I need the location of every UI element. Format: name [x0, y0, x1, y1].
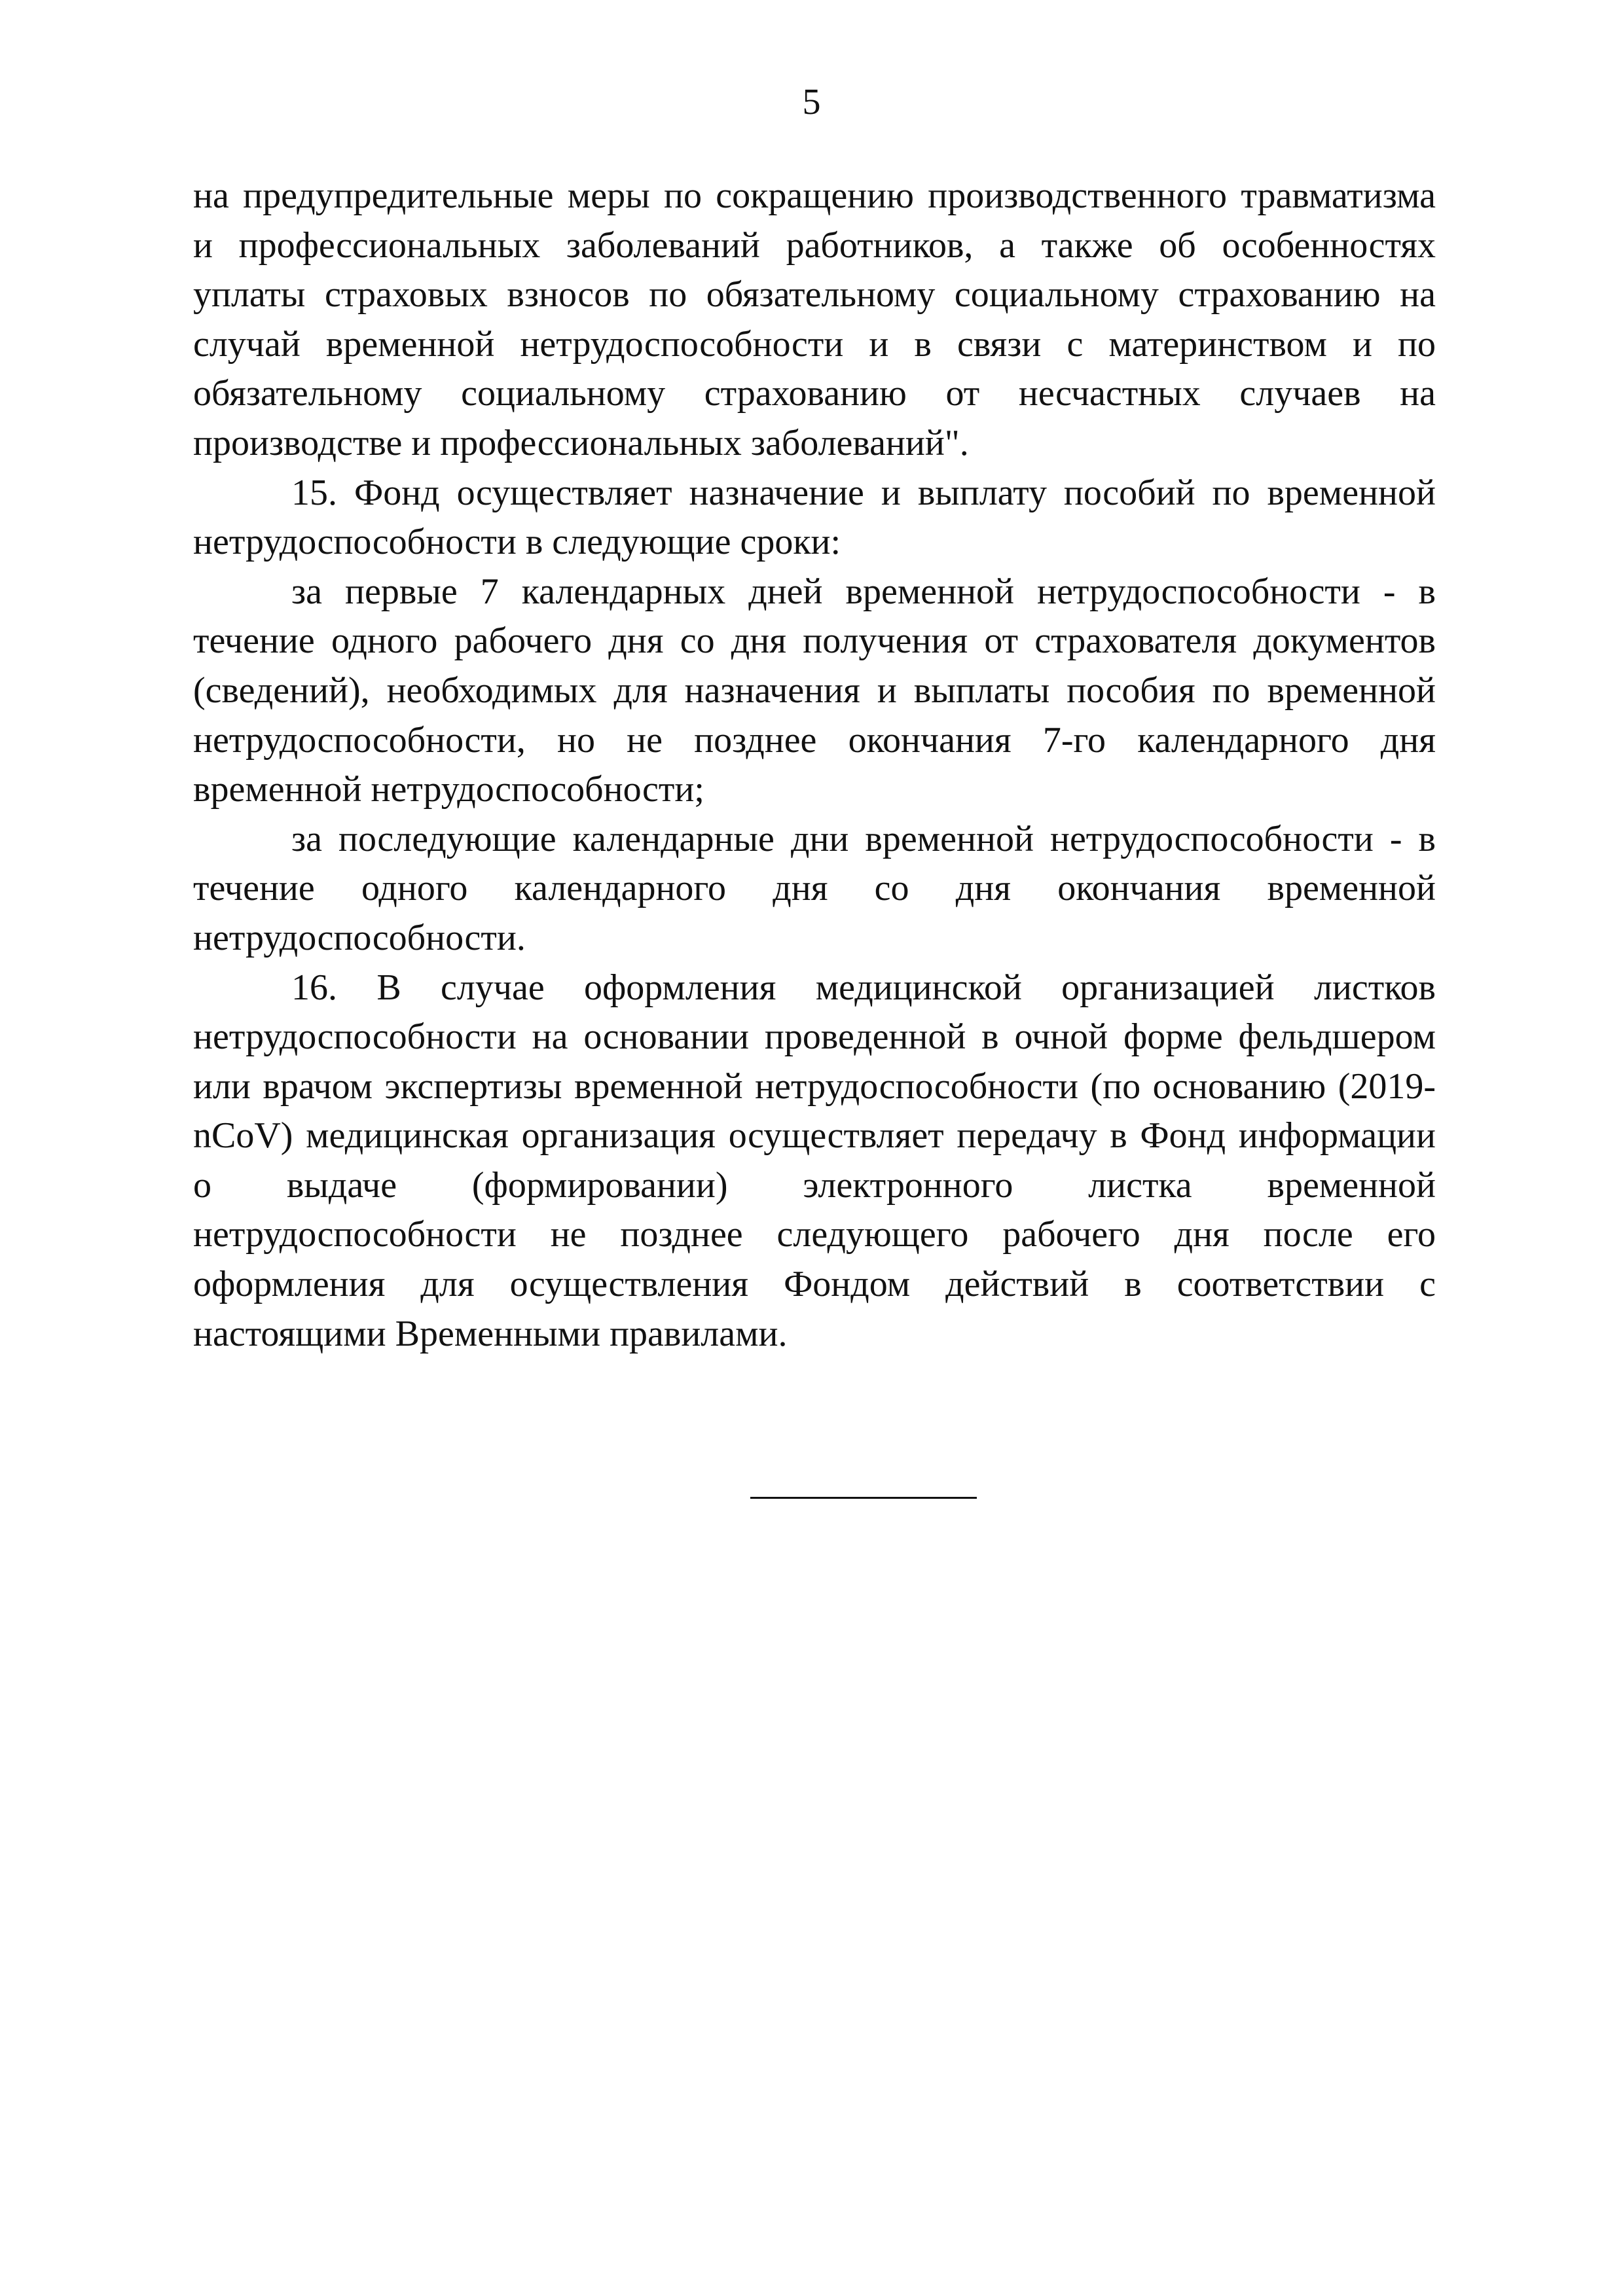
end-divider-line [750, 1497, 977, 1499]
document-body [193, 171, 1436, 1359]
page-number: 5 [802, 82, 821, 122]
paragraph-item-15: 15. Фонд осуществляет назначение и выплату пособий по временной нетрудоспособности в следующие сроки: [193, 472, 1436, 563]
paragraph-first-7-days: за первые 7 календарных дней временной нетрудоспособности - в течение одного рабочего дня со дня получения от страхователя документов (сведений), необходимых для назначения и выплаты пособия по временной нетрудоспособности, но не позднее окончания 7-го календарного дня временной нетрудоспособности; [193, 571, 1436, 810]
paragraph-item-16: 16. В случае оформления медицинской организацией листков нетрудоспособности на основании проведенной в очной форме фельдшером или врачом экспертизы временной нетрудоспособности (по основанию (2019-nCoV) медицинская организация осуществляет передачу в Фонд информации о выдаче (формировании) электронного листка временной нетрудоспособности не позднее следующего рабочего дня после его оформления для осуществления Фондом действий в соответствии с настоящими Временными правилами. [193, 967, 1436, 1354]
paragraph-subsequent-days: за последующие календарные дни временной нетрудоспособности - в течение одного календарного дня со дня окончания временной нетрудоспособности. [193, 818, 1436, 958]
paragraph-continuation: на предупредительные меры по сокращению производственного травматизма и профессиональных заболеваний работников, а также об особенностях уплаты страховых взносов по обязательному социальному страхованию на случай временной нетрудоспособности и в связи с материнством и по обязательному социальному страхованию от несчастных случаев на производстве и профессиональных заболеваний". [193, 175, 1436, 463]
